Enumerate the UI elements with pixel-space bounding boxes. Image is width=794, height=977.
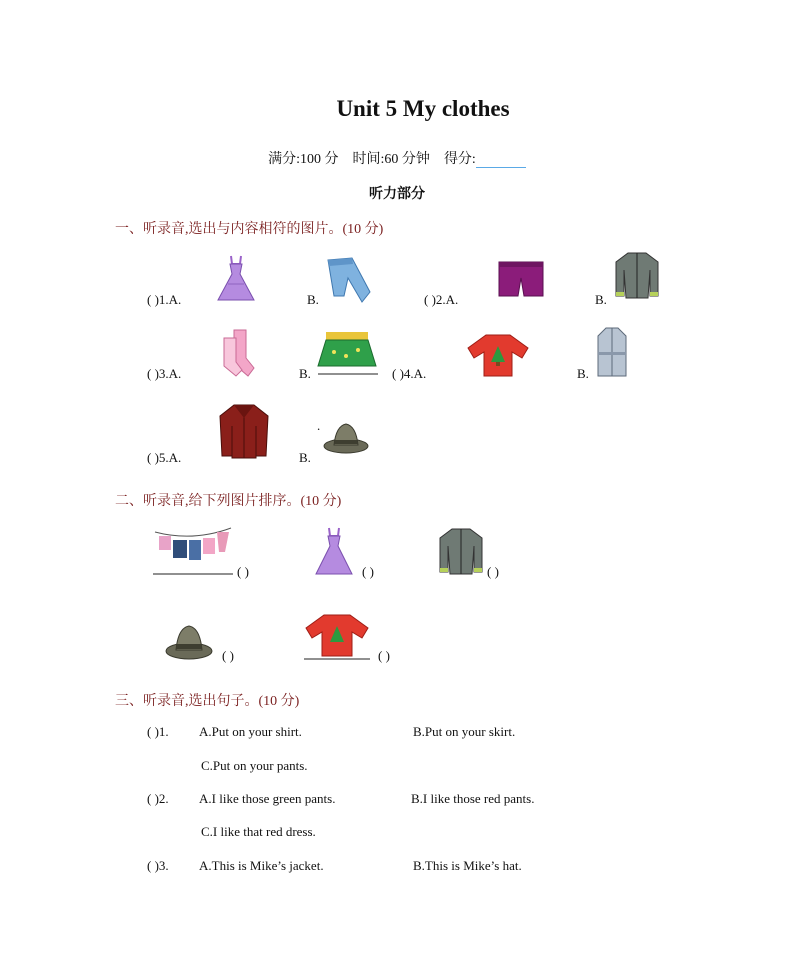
sweater-icon (304, 612, 370, 660)
order-paren-4[interactable]: ( ) (222, 648, 234, 663)
q3-2-a: A.I like those green pants. (199, 791, 336, 806)
order-paren-1[interactable]: ( ) (237, 564, 249, 579)
hat-icon (164, 620, 214, 662)
q1-1-prefix: ( )1.A. (147, 292, 182, 307)
section-2-heading: 二、听录音,给下列图片排序。(10 分) (115, 494, 342, 509)
q1-3-b: B. (299, 366, 311, 381)
q3-3-prefix: ( )3. (147, 858, 169, 873)
order-paren-2[interactable]: ( ) (362, 564, 374, 579)
q1-3-prefix: ( )3.A. (147, 366, 182, 381)
q3-2-c: C.I like that red dress. (201, 824, 316, 839)
order-paren-5[interactable]: ( ) (378, 648, 390, 663)
jeans-icon (322, 256, 376, 306)
section-1-heading: 一、听录音,选出与内容相符的图片。(10 分) (115, 222, 384, 237)
q1-2-b: B. (595, 292, 607, 307)
time-limit: 时间:60 分钟 (352, 152, 430, 167)
q3-1-a: A.Put on your shirt. (199, 724, 302, 739)
score-blank[interactable] (476, 167, 526, 168)
part-heading: 听力部分 (369, 187, 425, 202)
full-score: 满分:100 分 (268, 152, 339, 167)
q3-1-prefix: ( )1. (147, 724, 169, 739)
dress-icon (314, 526, 354, 576)
shirt-icon (614, 250, 660, 300)
q1-5-b: B. (299, 450, 311, 465)
q1-5-prefix: ( )5.A. (147, 450, 182, 465)
skirt-icon (316, 330, 378, 376)
q1-2-prefix: ( )2.A. (424, 292, 459, 307)
stray-dot: . (317, 418, 321, 433)
q1-1-b: B. (307, 292, 319, 307)
q3-2-prefix: ( )2. (147, 791, 169, 806)
q3-1-b: B.Put on your skirt. (413, 724, 516, 739)
q1-4-b: B. (577, 366, 589, 381)
order-paren-3[interactable]: ( ) (487, 564, 499, 579)
q1-4-prefix: ( )4.A. (392, 366, 427, 381)
sweater-icon (466, 332, 530, 378)
shorts-icon (496, 258, 546, 300)
dress-icon (216, 254, 256, 302)
page-title: Unit 5 My clothes (336, 96, 510, 121)
score-label: 得分: (443, 152, 476, 167)
q3-3-b: B.This is Mike’s hat. (413, 858, 522, 873)
coat-icon (596, 326, 628, 378)
clothesline-icon (153, 522, 233, 576)
socks-icon (218, 328, 262, 378)
hat-icon (322, 418, 370, 456)
score-info (0, 148, 794, 168)
section-3-heading: 三、听录音,选出句子。(10 分) (115, 694, 300, 709)
q3-1-c: C.Put on your pants. (201, 758, 308, 773)
q3-2-b: B.I like those red pants. (411, 791, 535, 806)
jacket-icon (218, 402, 270, 460)
shirt-icon (438, 526, 484, 576)
q3-3-a: A.This is Mike’s jacket. (199, 858, 324, 873)
